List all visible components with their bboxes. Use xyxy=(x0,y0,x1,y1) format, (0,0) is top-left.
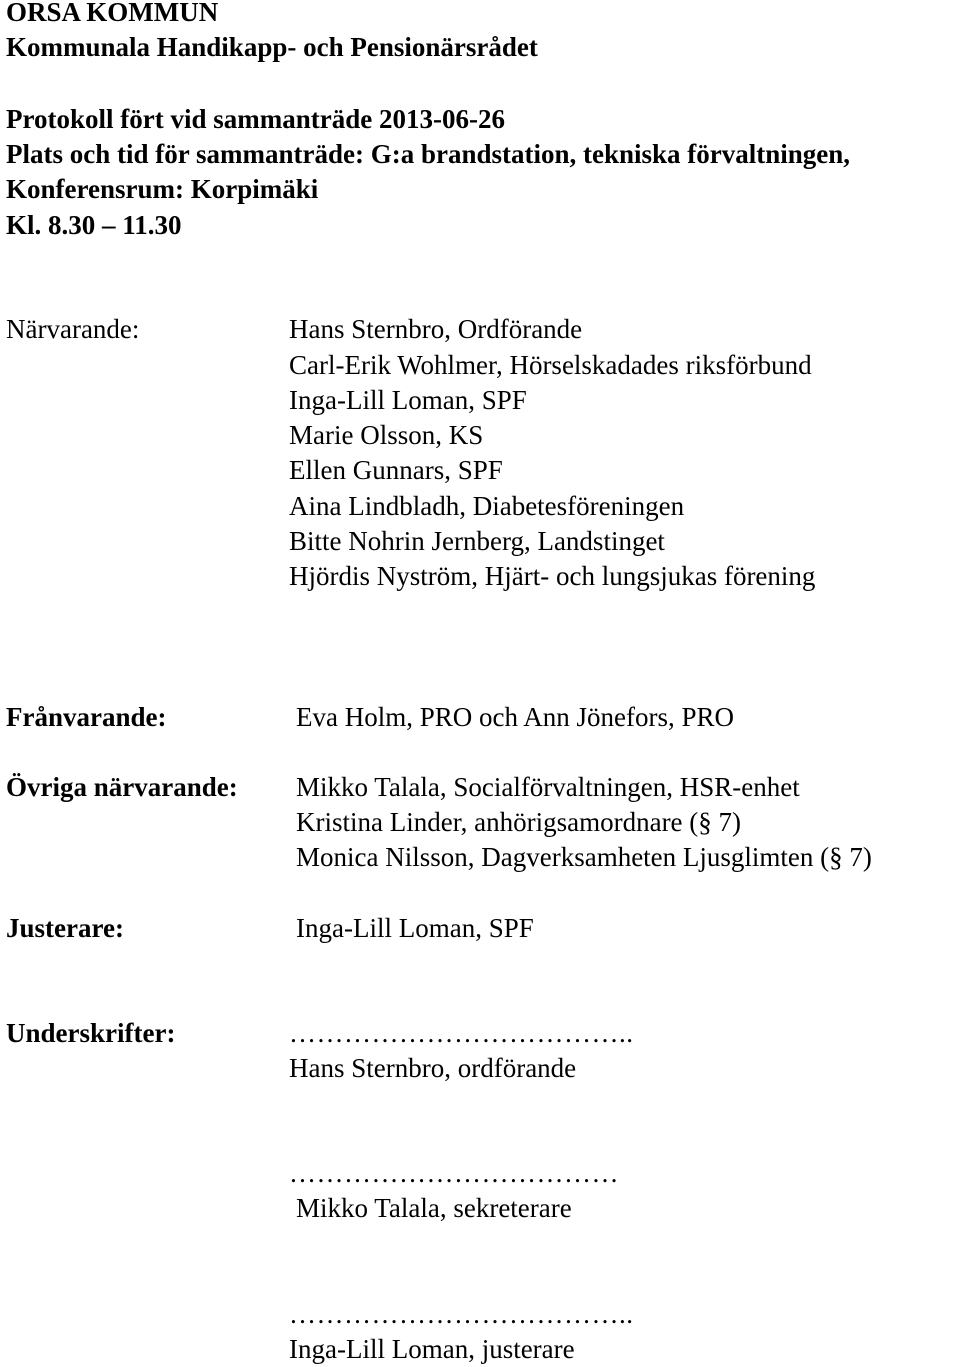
others-present-label: Övriga närvarande: xyxy=(6,772,238,802)
present-member: Hjördis Nyström, Hjärt- och lungsjukas förening xyxy=(289,561,816,591)
present-member: Inga-Lill Loman, SPF xyxy=(289,385,527,415)
signature-line: ……………………………….. xyxy=(289,1299,634,1329)
meeting-place-line-2: Konferensrum: Korpimäki xyxy=(6,174,319,204)
signatory-name: Mikko Talala, sekreterare xyxy=(296,1193,572,1223)
protocol-title: Protokoll fört vid sammanträde 2013-06-26 xyxy=(6,104,505,134)
council-name: Kommunala Handikapp- och Pensionärsrådet xyxy=(6,32,538,62)
adjuster-value: Inga-Lill Loman, SPF xyxy=(296,913,534,943)
absent-value: Eva Holm, PRO och Ann Jönefors, PRO xyxy=(296,702,734,732)
meeting-place-line-1: Plats och tid för sammanträde: G:a brandstation, tekniska förvaltningen, xyxy=(6,139,851,169)
others-present-line: Mikko Talala, Socialförvaltningen, HSR-enhet xyxy=(296,772,800,802)
present-member: Bitte Nohrin Jernberg, Landstinget xyxy=(289,526,665,556)
absent-label: Frånvarande: xyxy=(6,702,167,732)
present-member: Hans Sternbro, Ordförande xyxy=(289,314,583,344)
meeting-time: Kl. 8.30 – 11.30 xyxy=(6,210,182,240)
signature-line: ……………………………….. xyxy=(289,1018,634,1048)
others-present-line: Kristina Linder, anhörigsamordnare (§ 7) xyxy=(296,807,742,837)
present-member: Carl-Erik Wohlmer, Hörselskadades riksförbund xyxy=(289,350,812,380)
others-present-line: Monica Nilsson, Dagverksamheten Ljusglimten (§ 7) xyxy=(296,842,872,872)
municipality-name: ORSA KOMMUN xyxy=(6,0,219,27)
present-member: Ellen Gunnars, SPF xyxy=(289,455,503,485)
signature-line: ……………………………… xyxy=(289,1158,619,1188)
signatory-name: Inga-Lill Loman, justerare xyxy=(289,1334,575,1364)
present-member: Marie Olsson, KS xyxy=(289,420,484,450)
present-label: Närvarande: xyxy=(6,314,140,344)
signatory-name: Hans Sternbro, ordförande xyxy=(289,1053,577,1083)
signatures-label: Underskrifter: xyxy=(6,1018,176,1048)
present-member: Aina Lindbladh, Diabetesföreningen xyxy=(289,491,685,521)
adjuster-label: Justerare: xyxy=(6,913,124,943)
